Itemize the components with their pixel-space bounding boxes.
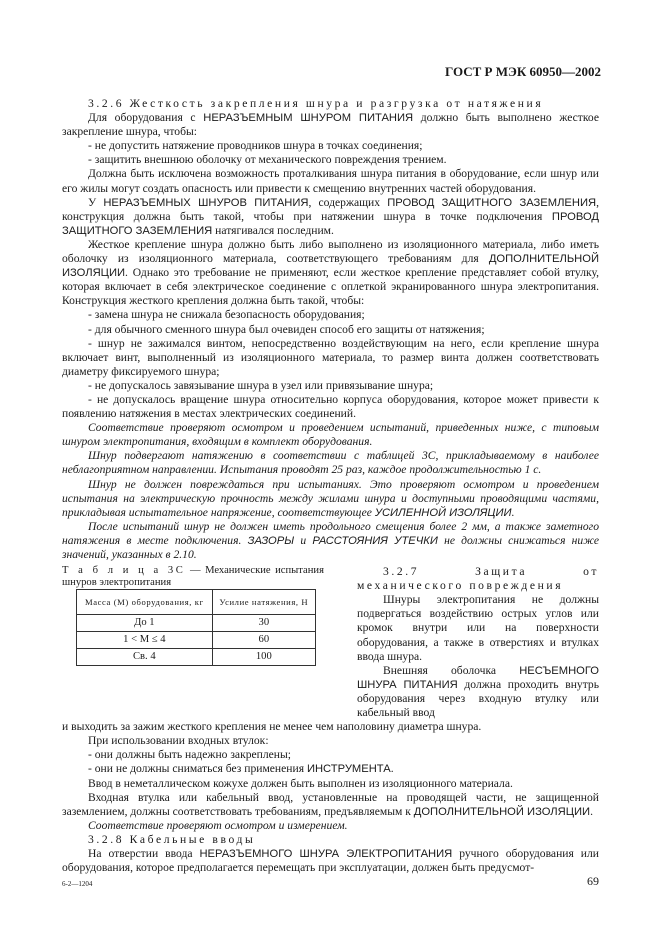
paragraph: Внешняя оболочка НЕСЪЕМНОГО ШНУРА ПИТАНИЯ должна проходить внутрь оборудования через входную втулку или кабельный ввод <box>357 663 599 720</box>
table-cell: 100 <box>212 649 315 666</box>
list-item: - не допустить натяжение проводников шнура в точках соединения; <box>88 139 423 153</box>
table-cell: До 1 <box>77 615 213 632</box>
compliance-text: После испытаний шнур не должен иметь продольного смещения более 2 мм, а также заметного натяжения в месте подключения. ЗАЗОРЫ и РАССТОЯНИЯ УТЕЧКИ не должны снижаться ниже значений, указанных в 2.10. <box>62 519 599 561</box>
paragraph: У НЕРАЗЪЕМНЫХ ШНУРОВ ПИТАНИЯ, содержащих ПРОВОД ЗАЩИТНОГО ЗАЗЕМЛЕНИЯ, конструкция должна быть такой, чтобы при натяжении шнура в точке подключения ПРОВОД ЗАЩИТНОГО ЗАЗЕМЛЕНИЯ натягивался последним. <box>62 195 599 237</box>
compliance-text: Шнур подвергают натяжению в соответствии с таблицей 3С, прикладываемому в наиболее неблагоприятном направлении. Испытания проводят 25 раз, каждое продолжительностью 1 с. <box>62 449 599 477</box>
section-3-2-7-title: 3.2.7 Защита от механического повреждения <box>357 565 599 593</box>
table-header-mass: Масса (M) оборудования, кг <box>77 590 213 615</box>
table-column <box>62 565 324 720</box>
list-item: - замена шнура не снижала безопасность оборудования; <box>88 308 365 322</box>
table-cell: 1 < M ≤ 4 <box>77 632 213 649</box>
list-item: - не допускалось завязывание шнура в узел или привязывание шнура; <box>88 378 434 392</box>
compliance-text: Шнур не должен повреждаться при испытаниях. Это проверяют осмотром и проведением испытания на электрическую прочность между жилами шнура и доступными проводящими частями, прикладывая испытательное напряжение, соответствующее УСИЛЕННОЙ ИЗОЛЯЦИИ. <box>62 477 599 519</box>
paragraph: Жесткое крепление шнура должно быть либо выполнено из изоляционного материала, либо иметь оболочку из изоляционного материала, соответствующего требованиям для ДОПОЛНИТЕЛЬНОЙ ИЗОЛЯЦИИ. Однако это требование не применяют, если жесткое крепление представляет собой втулку, которая включает в себя электрическое соединение с оплеткой экранированного шнура электропитания. Конструкция жесткого крепления должна быть такой, чтобы: <box>62 237 599 308</box>
table-cell: Св. 4 <box>77 649 213 666</box>
table-row <box>77 649 316 666</box>
paragraph: Шнуры электропитания не должны подвергаться воздействию острых углов или кромок внутри или на поверхности оборудования, а также в отверстиях и втулках ввода шнура. <box>357 593 599 663</box>
table-and-section-block <box>62 565 599 720</box>
compliance-text: Соответствие проверяют осмотром и измерением. <box>88 818 348 832</box>
paragraph: Ввод в неметаллическом кожухе должен быть выполнен из изоляционного материала. <box>88 776 513 790</box>
table-row <box>77 615 316 632</box>
section-3-2-8-title: 3.2.8 Кабельные вводы <box>88 832 256 846</box>
section-3-2-6-title: 3.2.6 Жесткость закрепления шнура и разгрузка от натяжения <box>88 97 544 110</box>
paragraph-continuation: и выходить за зажим жесткого крепления не менее чем наполовину диаметра шнура. <box>62 720 482 734</box>
compliance-text: Соответствие проверяют осмотром и проведением испытаний, приведенных ниже, с типовым шнуром электропитания, входящим в комплект оборудования. <box>62 421 599 449</box>
page-body <box>62 97 599 875</box>
table-caption: Т а б л и ц а 3С — Механические испытания шнуров электропитания <box>62 565 324 589</box>
footer-print-code: 6-2—1204 <box>62 880 93 888</box>
table-header-force: Усилие натяжения, Н <box>212 590 315 615</box>
table-cell: 30 <box>212 615 315 632</box>
list-item: - они должны быть надежно закреплены; <box>88 748 291 762</box>
paragraph: При использовании входных втулок: <box>88 734 269 748</box>
document-header: ГОСТ Р МЭК 60950—2002 <box>445 64 601 79</box>
paragraph: Входная втулка или кабельный ввод, установленные на проводящей части, не защищенной заземлением, должны соответствовать требованиям, предъявляемым к ДОПОЛНИТЕЛЬНОЙ ИЗОЛЯЦИИ. <box>62 790 599 818</box>
list-item: - защитить внешнюю оболочку от механического повреждения трением. <box>88 153 447 167</box>
paragraph: Для оборудования с НЕРАЗЪЕМНЫМ ШНУРОМ ПИТАНИЯ должно быть выполнено жесткое закрепление шнура, чтобы: <box>62 111 599 139</box>
list-item: - не допускалось вращение шнура относительно корпуса оборудования, которое может привести к появлению натяжения в местах электрических соединений. <box>62 392 599 421</box>
table-row <box>77 632 316 649</box>
paragraph: Должна быть исключена возможность проталкивания шнура питания в оборудование, если шнур или его жилы могут создать опасность или привести к смещению внутренних частей оборудования. <box>62 167 599 195</box>
table-3c <box>76 589 316 666</box>
list-item: - для обычного сменного шнура был очевиден способ его защиты от натяжения; <box>88 322 485 336</box>
section-3-2-7-column <box>357 565 599 720</box>
page-number: 69 <box>587 874 599 888</box>
table-cell: 60 <box>212 632 315 649</box>
paragraph: На отверстии ввода НЕРАЗЪЕМНОГО ШНУРА ЭЛЕКТРОПИТАНИЯ ручного оборудования или оборудования, которое предполагается перемещать при эксплуатации, должен быть предусмот- <box>62 846 599 875</box>
list-item: - шнур не зажимался винтом, непосредственно воздействующим на него, если крепление шнура включает винт, выполненный из изоляционного материала, то размер винта должен соответствовать диаметру фиксируемого шнура; <box>62 336 599 378</box>
list-item: - они не должны сниматься без применения ИНСТРУМЕНТА. <box>88 762 394 776</box>
